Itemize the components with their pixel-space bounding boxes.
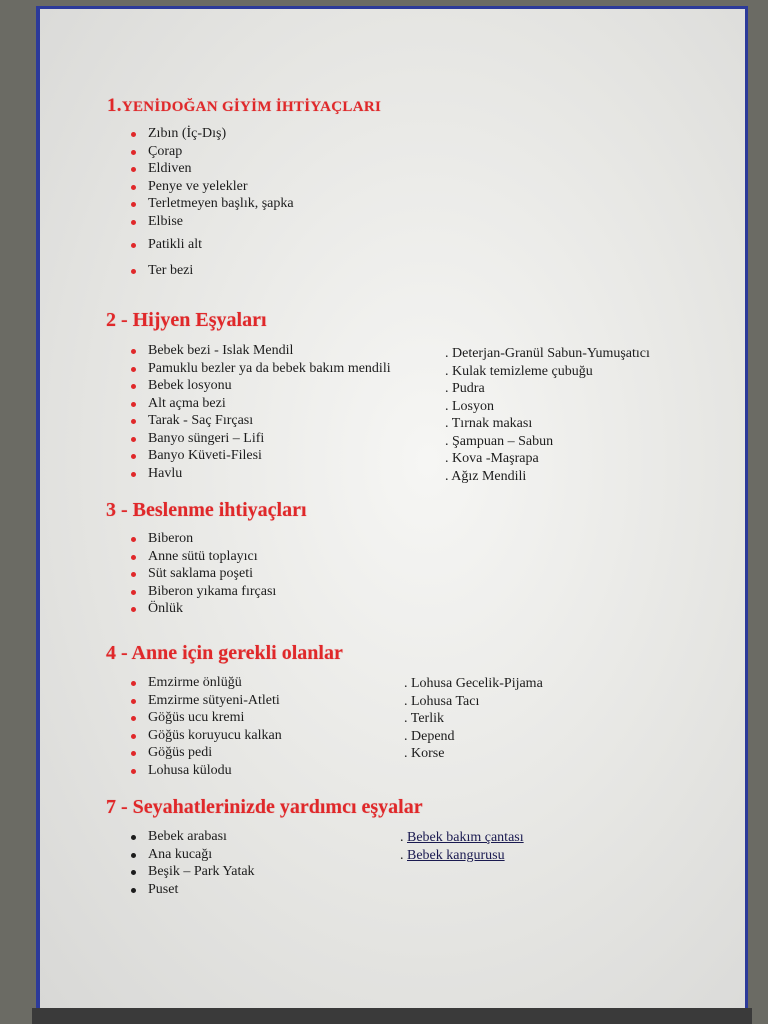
- section-1-number: 1.: [107, 95, 122, 116]
- list-item: Süt saklama poşeti: [131, 565, 276, 583]
- list-item: . Kova -Maşrapa: [445, 451, 539, 466]
- list-item: Pamuklu bezler ya da bebek bakım mendili: [131, 360, 391, 378]
- list-item: . Şampuan – Sabun: [445, 433, 554, 449]
- bebek-bakim-cantasi-link[interactable]: Bebek bakım çantası: [407, 830, 524, 845]
- section-3-list: [131, 530, 276, 618]
- page-bottom-edge: [32, 1008, 752, 1024]
- list-item: Bebek arabası: [131, 828, 255, 846]
- list-item: Puset: [131, 881, 255, 899]
- document-page: [36, 6, 748, 1014]
- section-7-heading: 7 - Seyahatlerinizde yardımcı eşyalar: [106, 796, 423, 818]
- list-item: [400, 847, 524, 865]
- list-item: Beşik – Park Yatak: [131, 863, 255, 881]
- section-1-heading: [107, 95, 381, 117]
- list-item: Ter bezi: [131, 262, 294, 280]
- list-item: Havlu: [131, 465, 391, 483]
- list-item: Biberon yıkama fırçası: [131, 583, 276, 601]
- list-item: Eldiven: [131, 160, 294, 178]
- list-item: Göğüs koruyucu kalkan: [131, 727, 282, 745]
- list-item: . Deterjan-Granül Sabun-Yumuşatıcı: [445, 346, 650, 361]
- list-item: Banyo süngeri – Lifi: [131, 430, 391, 448]
- list-item: . Kulak temizleme çubuğu: [445, 363, 593, 379]
- list-item: Emzirme sütyeni-Atleti: [131, 692, 282, 710]
- list-item: . Tırnak makası: [445, 416, 533, 431]
- section-7-right-list: [400, 829, 524, 864]
- list-item: Çorap: [131, 143, 294, 161]
- list-item: Patikli alt: [131, 236, 294, 254]
- list-item: Bebek losyonu: [131, 377, 391, 395]
- section-7-left-list: [131, 828, 255, 898]
- section-1-title: YENİDOĞAN GİYİM İHTİYAÇLARI: [121, 99, 382, 115]
- section-2-left-list: [131, 342, 391, 482]
- list-item: . Terlik: [404, 711, 444, 726]
- list-item: Anne sütü toplayıcı: [131, 548, 276, 566]
- list-item: Göğüs pedi: [131, 744, 282, 762]
- list-item: Önlük: [131, 600, 276, 618]
- section-3-heading: 3 - Beslenme ihtiyaçları: [106, 499, 307, 521]
- list-item: . Pudra: [445, 381, 485, 396]
- list-item: . Korse: [404, 746, 445, 761]
- list-item: Lohusa külodu: [131, 762, 282, 780]
- list-item: Ana kucağı: [131, 846, 255, 864]
- section-4-right-list: [404, 675, 543, 763]
- list-item: . Ağız Mendili: [445, 468, 527, 484]
- list-item: . Lohusa Tacı: [404, 693, 480, 709]
- section-4-heading: 4 - Anne için gerekli olanlar: [106, 642, 343, 664]
- list-item: Zıbın (İç-Dış): [131, 125, 294, 143]
- list-item: Tarak - Saç Fırçası: [131, 412, 391, 430]
- list-item: Göğüs ucu kremi: [131, 709, 282, 727]
- list-item: Biberon: [131, 530, 276, 548]
- list-item: Penye ve yelekler: [131, 178, 294, 196]
- list-item: . Depend: [404, 728, 455, 744]
- list-item: Bebek bezi - Islak Mendil: [131, 342, 391, 360]
- bebek-kangurusu-link[interactable]: Bebek kangurusu: [407, 847, 505, 863]
- list-item: Terletmeyen başlık, şapka: [131, 195, 294, 213]
- section-4-left-list: [131, 674, 282, 779]
- section-1-list: [131, 125, 294, 279]
- list-item: Alt açma bezi: [131, 395, 391, 413]
- section-2-heading: 2 - Hijyen Eşyaları: [106, 309, 267, 331]
- list-item: . Lohusa Gecelik-Pijama: [404, 676, 543, 691]
- list-item: Banyo Küveti-Filesi: [131, 447, 391, 465]
- list-item: . Losyon: [445, 398, 494, 414]
- dot-prefix: .: [400, 830, 407, 845]
- dot-prefix: .: [400, 847, 407, 863]
- section-2-right-list: [445, 345, 650, 485]
- list-item: Elbise: [131, 213, 294, 231]
- list-item: [400, 829, 524, 847]
- list-item: Emzirme önlüğü: [131, 674, 282, 692]
